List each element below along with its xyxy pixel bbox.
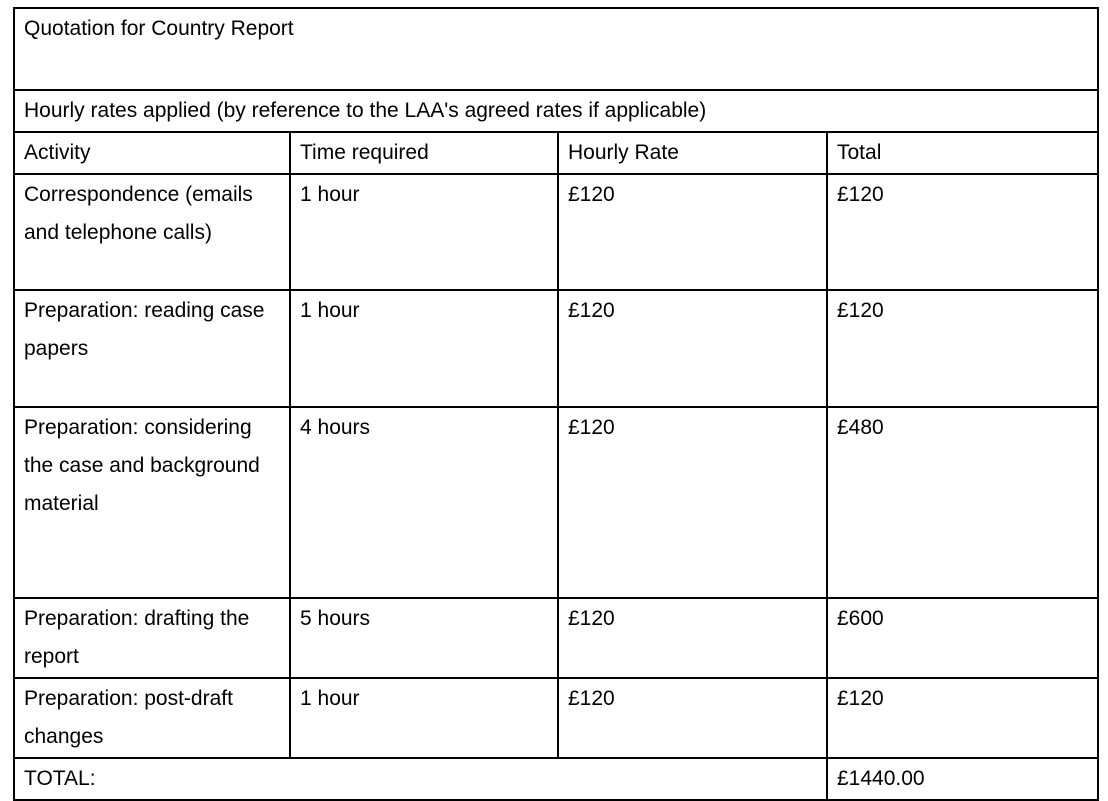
table-subtitle-row (14, 90, 1098, 132)
cell-total: £120 (827, 174, 1098, 290)
column-header-time: Time required (290, 132, 558, 174)
cell-activity: Preparation: drafting the report (14, 598, 290, 678)
cell-rate: £120 (558, 174, 827, 290)
quotation-table (13, 7, 1099, 801)
cell-total: £480 (827, 407, 1098, 598)
cell-activity: Correspondence (emails and telephone calls) (14, 174, 290, 290)
table-row (14, 598, 1098, 678)
cell-rate: £120 (558, 290, 827, 407)
cell-time: 5 hours (290, 598, 558, 678)
cell-time: 1 hour (290, 290, 558, 407)
table-title: Quotation for Country Report (14, 8, 1098, 90)
total-value: £1440.00 (827, 758, 1098, 800)
cell-total: £120 (827, 290, 1098, 407)
cell-rate: £120 (558, 598, 827, 678)
cell-activity: Preparation: considering the case and background material (14, 407, 290, 598)
cell-time: 1 hour (290, 174, 558, 290)
table-total-row (14, 758, 1098, 800)
table-header-row (14, 132, 1098, 174)
cell-activity: Preparation: reading case papers (14, 290, 290, 407)
column-header-rate: Hourly Rate (558, 132, 827, 174)
table-row (14, 174, 1098, 290)
cell-rate: £120 (558, 678, 827, 758)
column-header-total: Total (827, 132, 1098, 174)
cell-activity: Preparation: post-draft changes (14, 678, 290, 758)
cell-total: £600 (827, 598, 1098, 678)
table-row (14, 407, 1098, 598)
cell-time: 1 hour (290, 678, 558, 758)
table-title-row (14, 8, 1098, 90)
column-header-activity: Activity (14, 132, 290, 174)
total-label: TOTAL: (14, 758, 827, 800)
cell-time: 4 hours (290, 407, 558, 598)
table-row (14, 290, 1098, 407)
table-subtitle: Hourly rates applied (by reference to the LAA's agreed rates if applicable) (14, 90, 1098, 132)
table-row (14, 678, 1098, 758)
cell-total: £120 (827, 678, 1098, 758)
cell-rate: £120 (558, 407, 827, 598)
